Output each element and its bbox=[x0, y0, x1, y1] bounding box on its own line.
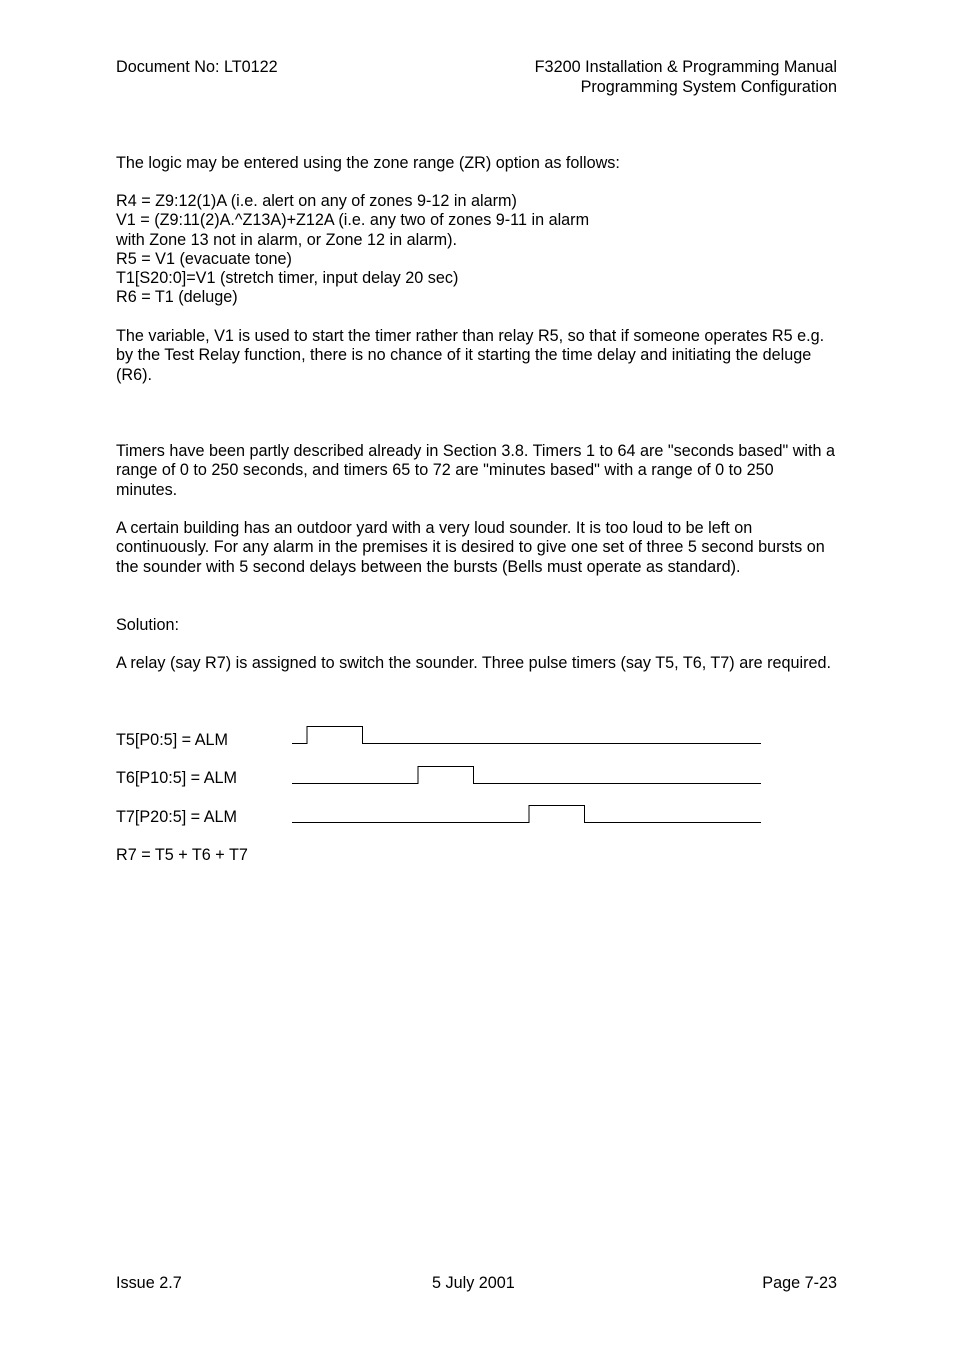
logic-line: R5 = V1 (evacuate tone) bbox=[116, 250, 292, 268]
logic-line: with Zone 13 not in alarm, or Zone 12 in alarm). bbox=[116, 231, 457, 249]
solution-label: Solution: bbox=[116, 616, 179, 634]
footer-date: 5 July 2001 bbox=[432, 1274, 515, 1292]
variable-paragraph: The variable, V1 is used to start the timer rather than relay R5, so that if someone operates R5 e.g. by the Test Relay function, there is no chance of it starting the time delay and initiating the deluge (R6). bbox=[116, 327, 825, 384]
timer-label-t7: T7[P20:5] = ALM bbox=[116, 808, 238, 826]
section-title: Programming System Configuration bbox=[580, 78, 837, 96]
timer-label-t5: T5[P0:5] = ALM bbox=[116, 731, 229, 749]
waveform-t5 bbox=[292, 727, 761, 744]
logic-line: R4 = Z9:12(1)A (i.e. alert on any of zones 9-12 in alarm) bbox=[116, 192, 517, 210]
logic-line: V1 = (Z9:11(2)A.^Z13A)+Z12A (i.e. any two of zones 9-11 in alarm bbox=[116, 211, 590, 229]
timers-paragraph: Timers have been partly described already in Section 3.8. Timers 1 to 64 are "seconds based" with a range of 0 to 250 seconds, and timers 65 to 72 are "minutes based" with a range of 0 to 250 minutes. bbox=[116, 442, 836, 499]
building-paragraph: A certain building has an outdoor yard with a very loud sounder. It is too loud to be left on continuously. For any alarm in the premises it is desired to give one set of three 5 second bursts on the sounder with 5 second delays between the bursts (Bells must operate as standard). bbox=[116, 519, 825, 576]
footer-issue: Issue 2.7 bbox=[116, 1274, 182, 1292]
intro-text: The logic may be entered using the zone range (ZR) option as follows: bbox=[116, 154, 620, 172]
document-number: Document No: LT0122 bbox=[116, 58, 278, 76]
waveform-t7 bbox=[292, 806, 761, 823]
result-equation: R7 = T5 + T6 + T7 bbox=[116, 846, 248, 864]
timer-label-t6: T6[P10:5] = ALM bbox=[116, 769, 238, 787]
waveform-t6 bbox=[292, 767, 761, 784]
relay-paragraph: A relay (say R7) is assigned to switch the sounder. Three pulse timers (say T5, T6, T7) are required. bbox=[116, 654, 831, 672]
footer-page: Page 7-23 bbox=[762, 1274, 837, 1292]
logic-line: R6 = T1 (deluge) bbox=[116, 288, 238, 306]
logic-line: T1[S20:0]=V1 (stretch timer, input delay 20 sec) bbox=[116, 269, 459, 287]
manual-title: F3200 Installation & Programming Manual bbox=[534, 58, 837, 76]
